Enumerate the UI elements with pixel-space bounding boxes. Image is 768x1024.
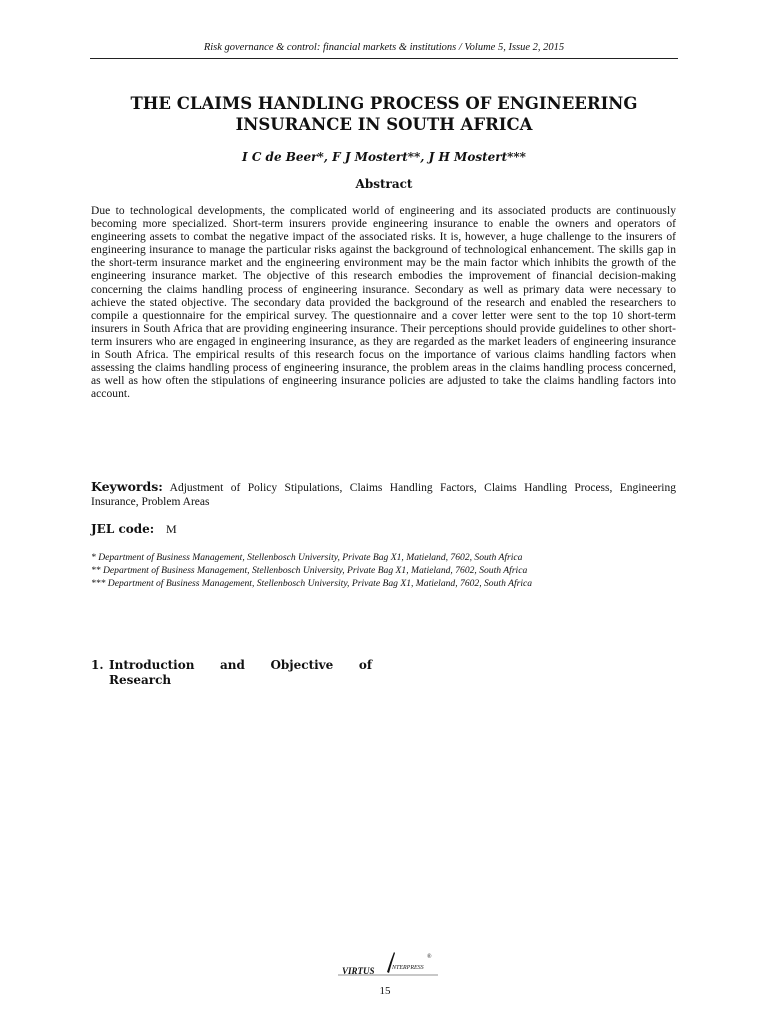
jel-value: M [166,522,177,536]
title-line-2: INSURANCE IN SOUTH AFRICA [235,115,533,134]
logo-text-right: NTERPRESS [392,965,424,971]
header-rule [90,58,678,59]
keywords-label: Keywords: [91,479,163,494]
logo-text-left: VIRTUS [342,966,375,976]
section-number: 1. [91,658,104,672]
abstract-heading: Abstract [355,177,413,191]
authors: I C de Beer*, F J Mostert**, J H Mostert*** [242,150,526,164]
footnote: ** Department of Business Management, Stellenbosch University, Private Bag X1, Matieland, 7602, South Africa [91,565,528,577]
registered-mark: ® [427,954,432,960]
section-title-line-1: Introduction and Objective of [109,658,372,672]
section-title-line-2: Research [109,672,172,687]
footnote: * Department of Business Management, Stellenbosch University, Private Bag X1, Matieland, 7602, South Africa [91,552,523,563]
page-number: 15 [379,985,391,997]
keywords-text: Adjustment of Policy Stipulations, Claims Handling Factors, Claims Handling Process, Engineering Insurance, Problem Areas [91,482,676,508]
abstract-body: Due to technological developments, the complicated world of engineering and its associated products are continuously becoming more specialized. Short-term insurers provide engineering insurance to enable the owners and operators of engineering assets to combat the negative impact of the associated risks. It is, however, a huge challenge to the insurers of engineering insurance to manage the particular risks against the background of technological enhancement. The skills gap in the short-term insurance market and the engineering environment may be the main factor which inhibits the growth of the engineering insurance market. The objective of this research embodies the improvement of financial decision-making concerning the claims handling process of engineering insurance. Secondary as well as primary data were necessary to achieve the stated objective. The secondary data provided the background of the research and enabled the researchers to compile a questionnaire for the empirical survey. The questionnaire and a cover letter were sent to the top 10 short-term insurers in South Africa that are providing engineering insurance. Their perceptions should provide guidelines to other short-term insurers who are engaged in engineering insurance, as they are regarded as the market leaders of engineering insurance in South Africa. The empirical results of this research focus on the importance of various claims handling factors when assessing the claims handling process of engineering insurance, the problem areas in the claims handling process concerned, as well as how often the stipulations of engineering insurance policies are adjusted to take the claims handling factors into account. [91,205,676,401]
jel-code [91,522,676,537]
title-line-1: THE CLAIMS HANDLING PROCESS OF ENGINEERING [130,94,638,113]
footnote: *** Department of Business Management, Stellenbosch University, Private Bag X1, Matieland, 7602, South Africa [91,578,533,590]
affiliation-footnotes [91,551,676,591]
keywords [91,480,676,509]
running-head: Risk governance & control: financial markets & institutions / Volume 5, Issue 2, 2015 [203,42,565,53]
section-heading [91,658,372,687]
jel-label: JEL code: [91,522,155,536]
paper-title [90,93,678,135]
virtus-interpress-logo [338,950,438,982]
